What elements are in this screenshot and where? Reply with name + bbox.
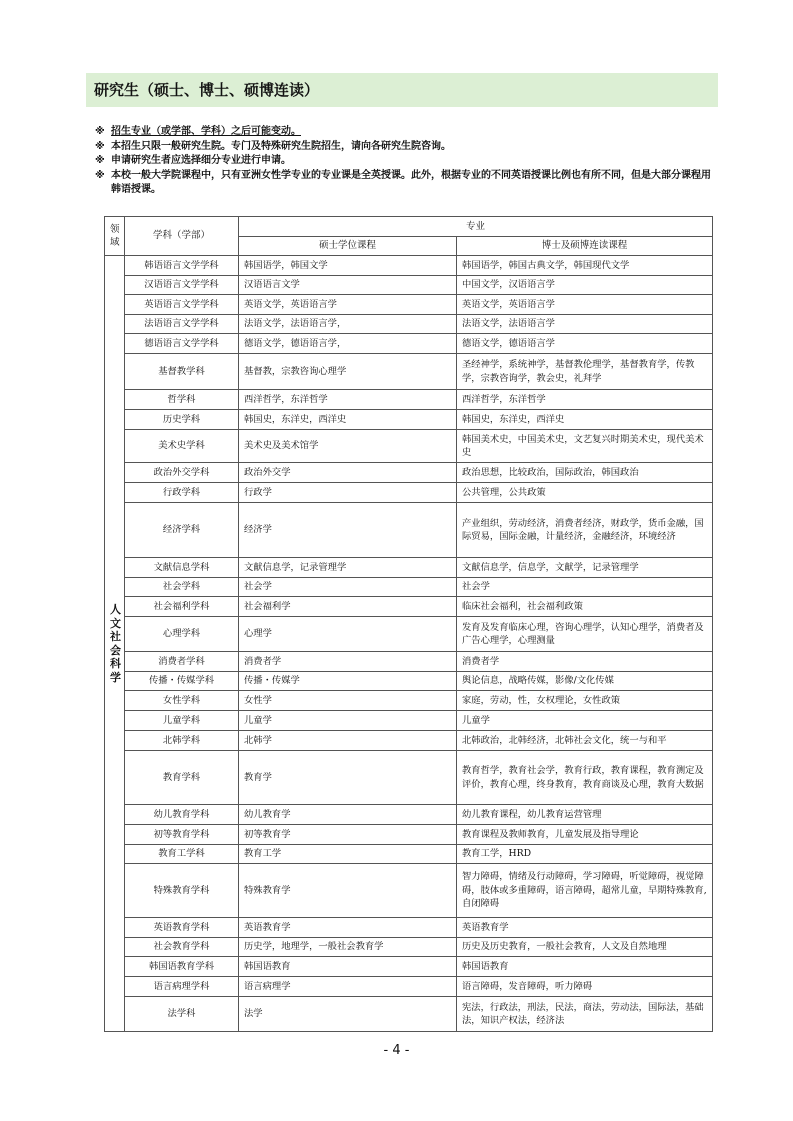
subject-cell: 汉语语言文学学科	[125, 276, 239, 295]
doctor-cell: 教育哲学，教育社会学，教育行政，教育课程，教育测定及评价，教育心理，终身教育，教育商谈及心理，教育大数据	[457, 751, 713, 805]
subject-cell: 文献信息学科	[125, 558, 239, 578]
doctor-cell: 西洋哲学，东洋哲学	[457, 390, 713, 410]
subject-cell: 北韩学科	[125, 731, 239, 751]
master-cell: 汉语语言文学	[239, 276, 457, 295]
subject-cell: 韩语语言文学学科	[125, 256, 239, 276]
note-mark: ※	[95, 169, 105, 181]
header-major: 专业	[239, 217, 713, 237]
doctor-cell: 北韩政治，北韩经济，北韩社会文化，统一与和平	[457, 731, 713, 751]
doctor-cell: 韩国美术史，中国美术史，文艺复兴时期美术史，现代美术史	[457, 430, 713, 463]
subject-cell: 教育学科	[125, 751, 239, 805]
master-cell: 经济学	[239, 503, 457, 558]
master-cell: 政治外交学	[239, 463, 457, 483]
master-cell: 法语文学，法语语言学，	[239, 315, 457, 334]
doctor-cell: 临床社会福利，社会福利政策	[457, 597, 713, 617]
table-row	[105, 558, 713, 578]
master-cell: 法学	[239, 997, 457, 1032]
note-item	[95, 154, 715, 169]
table-row	[105, 354, 713, 390]
doctor-cell: 消费者学	[457, 652, 713, 672]
table-row	[105, 295, 713, 315]
doctor-cell: 中国文学，汉语语言学	[457, 276, 713, 295]
doctor-cell: 法语文学，法语语言学	[457, 315, 713, 334]
subject-cell: 韩国语教育学科	[125, 957, 239, 977]
table-row	[105, 578, 713, 597]
table-row	[105, 864, 713, 918]
note-item	[95, 125, 715, 140]
table-row	[105, 334, 713, 354]
master-cell: 行政学	[239, 483, 457, 503]
subject-cell: 消费者学科	[125, 652, 239, 672]
note-text: 本校一般大学院课程中，只有亚洲女性学专业的专业课是全英授课。此外，根据专业的不同英语授课比例也有所不同，但是大部分课程用韩语授课。	[111, 169, 711, 195]
header-subject: 学科（学部）	[125, 217, 239, 256]
master-cell: 消费者学	[239, 652, 457, 672]
master-cell: 儿童学	[239, 711, 457, 731]
subject-cell: 法学科	[125, 997, 239, 1032]
master-cell: 韩国语学，韩国文学	[239, 256, 457, 276]
master-cell: 教育工学	[239, 845, 457, 864]
master-cell: 美术史及美术馆学	[239, 430, 457, 463]
table-row	[105, 617, 713, 652]
table-row	[105, 390, 713, 410]
note-item	[95, 169, 715, 198]
table-row	[105, 957, 713, 977]
subject-cell: 经济学科	[125, 503, 239, 558]
master-cell: 英语文学，英语语言学	[239, 295, 457, 315]
doctor-cell: 家庭，劳动，性，女权理论，女性政策	[457, 691, 713, 711]
master-cell: 特殊教育学	[239, 864, 457, 918]
doctor-cell: 舆论信息，战略传媒，影像/文化传媒	[457, 672, 713, 691]
table-row	[105, 711, 713, 731]
page-number: - 4 -	[383, 1043, 410, 1058]
doctor-cell: 语言障碍，发音障碍，听力障碍	[457, 977, 713, 997]
table-row	[105, 751, 713, 805]
subject-cell: 女性学科	[125, 691, 239, 711]
master-cell: 英语教育学	[239, 918, 457, 938]
doctor-cell: 政治思想，比较政治，国际政治，韩国政治	[457, 463, 713, 483]
note-text: 申请研究生者应选择细分专业进行申请。	[111, 155, 291, 166]
table-row	[105, 977, 713, 997]
master-cell: 传播・传媒学	[239, 672, 457, 691]
subject-cell: 教育工学科	[125, 845, 239, 864]
note-mark: ※	[95, 140, 105, 152]
subject-cell: 社会教育学科	[125, 938, 239, 957]
table-row	[105, 997, 713, 1032]
doctor-cell: 智力障碍，情绪及行动障碍，学习障碍，听觉障碍，视觉障碍，肢体或多重障碍，语言障碍，超常儿童，早期特殊教育,自闭障碍	[457, 864, 713, 918]
master-cell: 韩国史，东洋史，西洋史	[239, 410, 457, 430]
doctor-cell: 教育课程及教师教育，儿童发展及指导理论	[457, 825, 713, 845]
master-cell: 基督教，宗教咨询心理学	[239, 354, 457, 390]
doctor-cell: 历史及历史教育，一般社会教育，人文及自然地理	[457, 938, 713, 957]
doctor-cell: 德语文学，德语语言学	[457, 334, 713, 354]
doctor-cell: 韩国史，东洋史，西洋史	[457, 410, 713, 430]
note-mark: ※	[95, 155, 105, 166]
table-row	[105, 672, 713, 691]
table-row	[105, 918, 713, 938]
table-row	[105, 845, 713, 864]
master-cell: 女性学	[239, 691, 457, 711]
majors-table	[104, 216, 713, 1032]
subject-cell: 哲学科	[125, 390, 239, 410]
subject-cell: 初等教育学科	[125, 825, 239, 845]
doctor-cell: 公共管理，公共政策	[457, 483, 713, 503]
master-cell: 社会学	[239, 578, 457, 597]
doctor-cell: 幼儿教育课程，幼儿教育运营管理	[457, 805, 713, 825]
note-text: 本招生只限一般研究生院。专门及特殊研究生院招生，请向各研究生院咨询。	[111, 140, 451, 152]
subject-cell: 语言病理学科	[125, 977, 239, 997]
notes-list	[95, 125, 715, 198]
doctor-cell: 圣经神学，系统神学，基督教伦理学，基督教育学，传教学，宗教咨询学，教会史，礼拜学	[457, 354, 713, 390]
note-item	[95, 140, 715, 155]
master-cell: 语言病理学	[239, 977, 457, 997]
note-text: 招生专业（或学部、学科）之后可能变动。	[111, 126, 301, 137]
doctor-cell: 教育工学，HRD	[457, 845, 713, 864]
table-row	[105, 731, 713, 751]
master-cell: 历史学，地理学，一般社会教育学	[239, 938, 457, 957]
note-mark: ※	[95, 126, 105, 137]
table-row	[105, 483, 713, 503]
doctor-cell: 儿童学	[457, 711, 713, 731]
master-cell: 教育学	[239, 751, 457, 805]
master-cell: 文献信息学，记录管理学	[239, 558, 457, 578]
subject-cell: 英语教育学科	[125, 918, 239, 938]
subject-cell: 幼儿教育学科	[125, 805, 239, 825]
doctor-cell: 韩国语教育	[457, 957, 713, 977]
table-row	[105, 276, 713, 295]
subject-cell: 心理学科	[125, 617, 239, 652]
table-body	[105, 256, 713, 1032]
table-row	[105, 938, 713, 957]
doctor-cell: 社会学	[457, 578, 713, 597]
master-cell: 初等教育学	[239, 825, 457, 845]
area-cell: 人文社会科学	[105, 256, 125, 1032]
master-cell: 幼儿教育学	[239, 805, 457, 825]
table-row	[105, 805, 713, 825]
subject-cell: 德语语言文学学科	[125, 334, 239, 354]
table-row	[105, 825, 713, 845]
doctor-cell: 文献信息学，信息学，文献学，记录管理学	[457, 558, 713, 578]
subject-cell: 特殊教育学科	[125, 864, 239, 918]
subject-cell: 英语语言文学学科	[125, 295, 239, 315]
header-master: 硕士学位课程	[239, 237, 457, 256]
subject-cell: 社会学科	[125, 578, 239, 597]
subject-cell: 基督教学科	[125, 354, 239, 390]
table-row	[105, 410, 713, 430]
subject-cell: 法语语言文学学科	[125, 315, 239, 334]
master-cell: 社会福利学	[239, 597, 457, 617]
doctor-cell: 英语文学，英语语言学	[457, 295, 713, 315]
table-row	[105, 503, 713, 558]
doctor-cell: 韩国语学，韩国古典文学，韩国现代文学	[457, 256, 713, 276]
table-row	[105, 463, 713, 483]
table-row	[105, 597, 713, 617]
doctor-cell: 英语教育学	[457, 918, 713, 938]
subject-cell: 社会福利学科	[125, 597, 239, 617]
section-title: 研究生（硕士、博士、硕博连读）	[86, 73, 718, 107]
header-area: 领域	[105, 217, 125, 256]
table-row	[105, 652, 713, 672]
subject-cell: 美术史学科	[125, 430, 239, 463]
header-doctor: 博士及硕博连读课程	[457, 237, 713, 256]
doctor-cell: 宪法，行政法，刑法，民法，商法，劳动法，国际法，基础法，知识产权法，经济法	[457, 997, 713, 1032]
subject-cell: 历史学科	[125, 410, 239, 430]
master-cell: 北韩学	[239, 731, 457, 751]
master-cell: 心理学	[239, 617, 457, 652]
table-row	[105, 256, 713, 276]
subject-cell: 传播・传媒学科	[125, 672, 239, 691]
table-row	[105, 430, 713, 463]
subject-cell: 政治外交学科	[125, 463, 239, 483]
master-cell: 西洋哲学，东洋哲学	[239, 390, 457, 410]
table-row	[105, 691, 713, 711]
master-cell: 韩国语教育	[239, 957, 457, 977]
master-cell: 德语文学，德语语言学，	[239, 334, 457, 354]
doctor-cell: 发育及发育临床心理，咨询心理学，认知心理学，消费者及广告心理学，心理测量	[457, 617, 713, 652]
doctor-cell: 产业组织，劳动经济，消费者经济，财政学，货币金融，国际贸易，国际金融，计量经济，金融经济，环境经济	[457, 503, 713, 558]
subject-cell: 行政学科	[125, 483, 239, 503]
table-row	[105, 315, 713, 334]
subject-cell: 儿童学科	[125, 711, 239, 731]
